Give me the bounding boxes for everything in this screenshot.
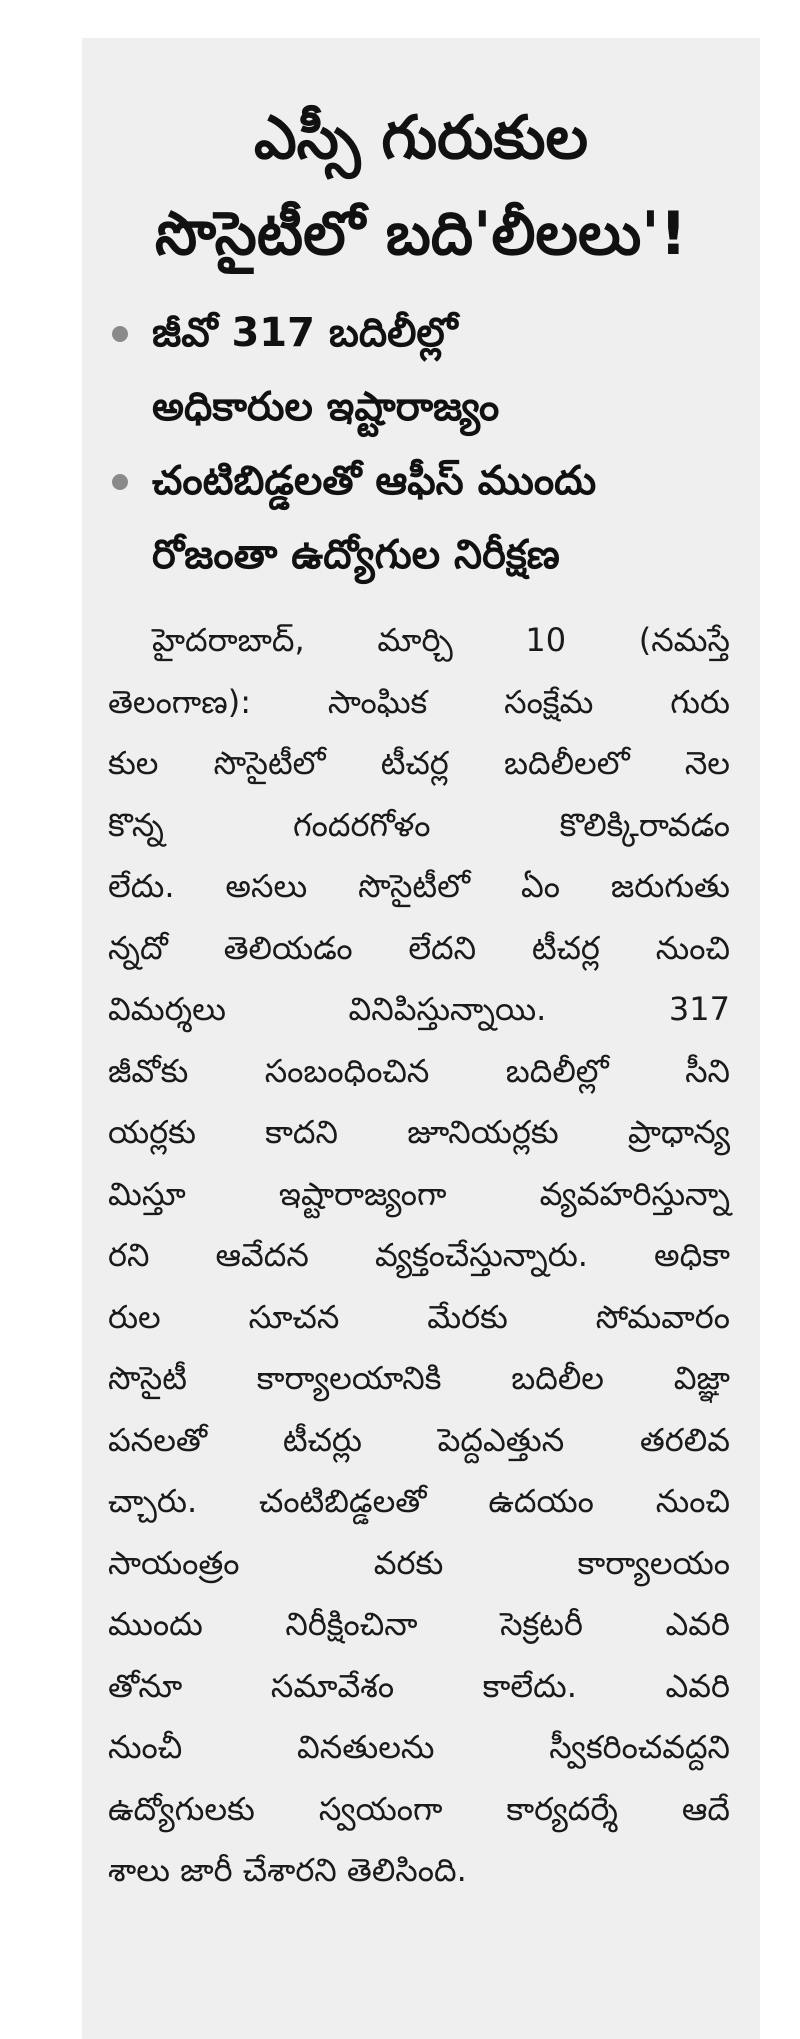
subhead-2-line-2: రోజంతా ఉద్యోగుల నిరీక్షణ <box>152 532 560 578</box>
body-line: యర్లకు కాదని జూనియర్లకు ప్రాధాన్య <box>108 1113 730 1151</box>
body-line: లేదు. అసలు సొసైటీలో ఏం జరుగుతు <box>108 867 730 905</box>
body-line: విమర్శలు వినిపిస్తున్నాయి. 317 <box>108 990 730 1028</box>
body-line: రుల సూచన మేరకు సోమవారం <box>108 1297 730 1336</box>
subhead-1 <box>108 296 760 444</box>
subhead-1-line-2: అధికారుల ఇష్టారాజ్యం <box>152 384 500 430</box>
body-line: కుల సొసైటీలో టీచర్ల బదిలీలలో నెల <box>108 744 730 782</box>
subheads <box>108 296 760 592</box>
article-body <box>108 610 730 1902</box>
body-line: రని ఆవేదన వ్యక్తంచేస్తున్నారు. అధికా <box>108 1236 730 1274</box>
body-line: తెలంగాణ): సాంఘిక సంక్షేమ గురు <box>108 682 730 721</box>
newspaper-clipping <box>82 38 760 2039</box>
body-line: ఉద్యోగులకు స్వయంగా కార్యదర్శే ఆదే <box>108 1789 730 1828</box>
body-line: చ్చారు. చంటిబిడ్డలతో ఉదయం నుంచి <box>108 1482 730 1520</box>
cut-off-next-headline-fragment <box>332 2031 632 2039</box>
body-line: మిస్తూ ఇష్టారాజ్యంగా వ్యవహరిస్తున్నా <box>108 1174 730 1213</box>
headline-line-2: సొసైటీలో బది'లీలలు'! <box>155 199 687 269</box>
body-line: నుంచీ వినతులను స్వీకరించవద్దని <box>108 1728 730 1766</box>
subhead-2 <box>108 444 760 592</box>
body-line: హైదరాబాద్, మార్చి 10 (నమస్తే <box>152 621 730 659</box>
body-line: తోనూ సమావేశం కాలేదు. ఎవరి <box>108 1666 730 1705</box>
subhead-2-line-1: చంటిబిడ్డలతో ఆఫీస్ ముందు <box>152 458 597 504</box>
body-line: కొన్న గందరగోళం కొలిక్కిరావడం <box>108 805 730 844</box>
body-line: న్నదో తెలియడం లేదని టీచర్ల నుంచి <box>108 928 730 967</box>
bullet-dot-icon <box>112 474 128 490</box>
top-strip <box>0 0 800 20</box>
bullet-dot-icon <box>112 326 128 342</box>
body-line: సొసైటీ కార్యాలయానికి బదిలీల విజ్ఞా <box>108 1359 730 1397</box>
headline <box>92 90 750 282</box>
body-line: శాలు జారీ చేశారని తెలిసింది. <box>108 1851 467 1889</box>
body-line: జీవోకు సంబంధించిన బదిలీల్లో సీని <box>108 1051 730 1090</box>
headline-line-1: ఎస్సీ గురుకుల <box>253 103 589 173</box>
body-line: సాయంత్రం వరకు కార్యాలయం <box>108 1543 730 1582</box>
body-line: ముందు నిరీక్షించినా సెక్రటరీ ఎవరి <box>108 1605 730 1643</box>
subhead-1-line-1: జీవో 317 బదిలీల్లో <box>152 310 458 356</box>
body-line: పనలతో టీచర్లు పెద్దఎత్తున తరలివ <box>108 1420 730 1459</box>
